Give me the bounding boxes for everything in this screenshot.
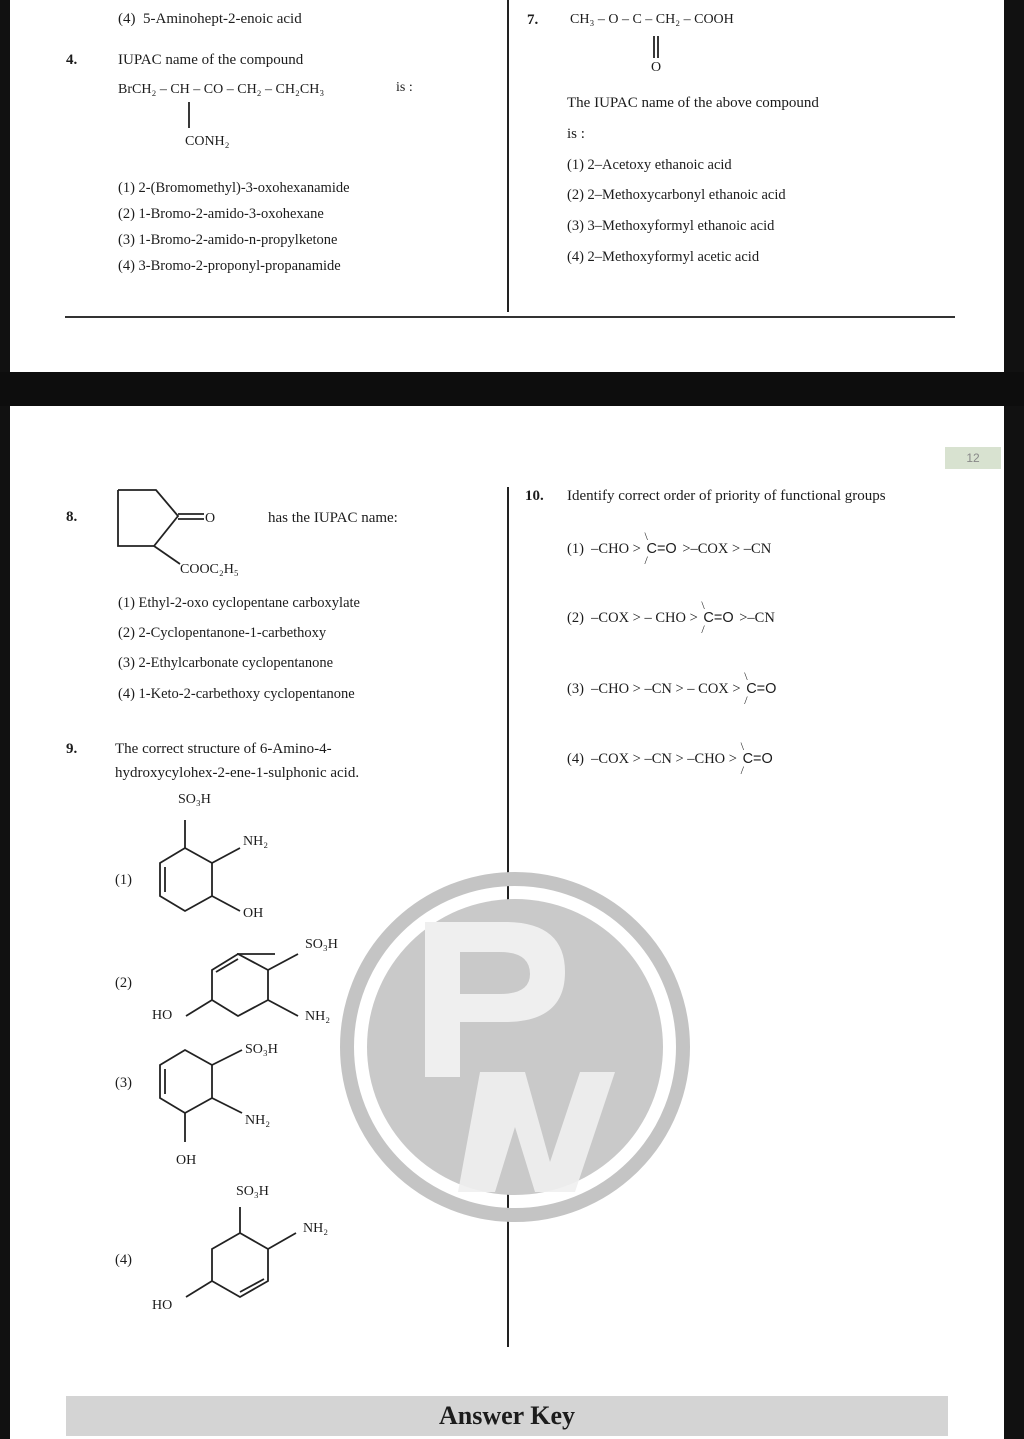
q3-option-4 (118, 11, 302, 28)
q9-option-3-so3h: SO₃H (245, 1042, 278, 1057)
q9-option-1-structure[interactable] (150, 818, 250, 918)
q8-option-1[interactable]: (1) Ethyl-2-oxo cyclopentane carboxylate (118, 595, 360, 611)
q9-option-4-structure[interactable] (180, 1205, 310, 1305)
q7-stem: The IUPAC name of the above compound (567, 95, 819, 111)
q9-option-2-number[interactable]: (2) (115, 975, 132, 991)
q9-option-2-structure[interactable] (180, 940, 310, 1030)
q9-option-2-oh: HO (152, 1008, 173, 1023)
page-frame-left (0, 0, 10, 1439)
q4-formula-sub: CONH₂ (185, 134, 230, 149)
q4-option-2[interactable]: (2) 1-Bromo-2-amido-3-oxohexane (118, 206, 324, 222)
q9-option-2-nh2: NH₂ (305, 1009, 331, 1024)
q9-stem-line1: The correct structure of 6-Amino-4- (115, 741, 332, 757)
q8-ring-oxygen: O (205, 511, 216, 526)
q4-number: 4. (66, 52, 78, 68)
q9-option-4-number[interactable]: (4) (115, 1252, 132, 1268)
q7-option-3[interactable]: (3) 3–Methoxyformyl ethanoic acid (567, 218, 775, 234)
q10-option-2[interactable]: (2) –COX > – CHO > \ C=O / >–CN (567, 598, 775, 636)
q9-option-4-nh2: NH₂ (303, 1221, 329, 1236)
q10-option-1[interactable]: (1) –CHO > \ C=O / >–COX > –CN (567, 529, 772, 567)
q9-option-3-number[interactable]: (3) (115, 1075, 132, 1091)
q4-option-3[interactable]: (3) 1-Bromo-2-amido-n-propylketone (118, 232, 338, 248)
q9-option-2-so3h: SO₃H (305, 937, 338, 952)
q9-option-3-structure[interactable] (150, 1040, 250, 1155)
q9-number: 9. (66, 741, 78, 757)
q7-formula: CH₃ – O – C – CH₂ – COOH (570, 12, 734, 27)
q9-option-1-nh2: NH₂ (243, 834, 269, 849)
page-number-badge: 12 (945, 447, 1001, 469)
answer-key-heading: Answer Key (66, 1396, 948, 1436)
q7-number: 7. (527, 12, 539, 28)
q8-number: 8. (66, 509, 78, 525)
q9-option-1-oh: OH (243, 906, 264, 921)
q7-formula-oxygen: O (651, 60, 662, 75)
q4-stem: IUPAC name of the compound (118, 52, 304, 68)
q7-option-1[interactable]: (1) 2–Acetoxy ethanoic acid (567, 157, 732, 173)
q7-option-2[interactable]: (2) 2–Methoxycarbonyl ethanoic acid (567, 187, 786, 203)
page-frame-right (1004, 0, 1024, 1439)
q4-is: is : (396, 80, 413, 95)
q9-stem-line2: hydroxycylohex-2-ene-1-sulphonic acid. (115, 765, 360, 781)
q9-option-1-number[interactable]: (1) (115, 872, 132, 888)
section-divider (65, 316, 955, 318)
q10-option-3[interactable]: (3) –CHO > –CN > – COX > \ C=O / (567, 669, 777, 707)
q9-option-3-nh2: NH₂ (245, 1113, 271, 1128)
q7-stem-is: is : (567, 126, 585, 142)
q8-option-3[interactable]: (3) 2-Ethylcarbonate cyclopentanone (118, 655, 334, 671)
q8-ester-group: COOC₂H₅ (180, 562, 239, 577)
page-separator-band (0, 372, 1024, 406)
q8-option-4[interactable]: (4) 1-Keto-2-carbethoxy cyclopentanone (118, 686, 355, 702)
q4-option-4[interactable]: (4) 3-Bromo-2-proponyl-propanamide (118, 258, 341, 274)
q9-option-4-oh: HO (152, 1298, 173, 1313)
option-number: (4) (118, 11, 136, 27)
q10-number: 10. (525, 488, 544, 504)
q9-option-1-so3h: SO₃H (178, 792, 211, 807)
q8-cyclopentanone-structure (116, 488, 216, 568)
q4-formula-branch-bond (187, 100, 191, 130)
q9-option-3-oh: OH (176, 1153, 197, 1168)
q4-formula-main: BrCH₂ – CH – CO – CH₂ – CH₂CH₃ (118, 82, 325, 97)
q9-option-4-so3h: SO₃H (236, 1184, 269, 1199)
q4-option-1[interactable]: (1) 2-(Bromomethyl)-3-oxohexanamide (118, 180, 350, 196)
column-divider-top (507, 0, 509, 312)
option-text: 5-Aminohept-2-enoic acid (143, 11, 302, 27)
q8-option-2[interactable]: (2) 2-Cyclopentanone-1-carbethoxy (118, 625, 327, 641)
q10-option-4[interactable]: (4) –COX > –CN > –CHO > \ C=O / (567, 739, 773, 777)
pw-logo-watermark (330, 862, 700, 1232)
q10-stem: Identify correct order of priority of functional groups (567, 488, 886, 504)
q8-stem: has the IUPAC name: (268, 510, 398, 526)
q7-option-4[interactable]: (4) 2–Methoxyformyl acetic acid (567, 249, 760, 265)
q7-carbonyl-double-bond (651, 34, 661, 60)
